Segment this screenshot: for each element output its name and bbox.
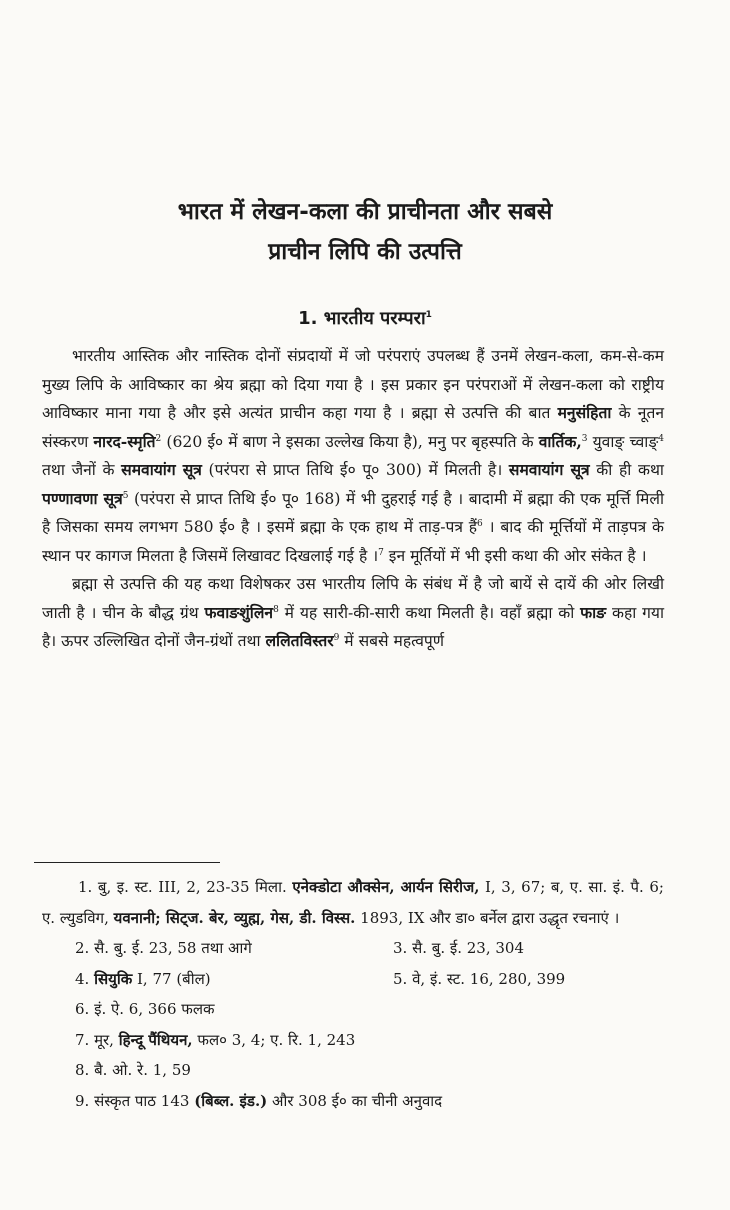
work-title: (बिब्ल. इंड.) — [194, 1091, 268, 1110]
footnote-ref: 1 — [425, 310, 432, 320]
footnote-row — [42, 964, 664, 995]
chapter-title-line-1: भारत में लेखन-कला की प्राचीनता और सबसे — [177, 199, 553, 225]
text-run: 1893, IX और डा० बर्नेल द्वारा उद्धृत रचनाएं । — [355, 908, 620, 927]
text-run: । बाद की मूर्त्तियों में ताड़पत्र के स्थान पर कागज मिलता है जिसमें लिखावट दिखलाई गई है । — [42, 518, 664, 565]
footnote-ref: 9 — [333, 632, 340, 643]
section-title: भारतीय परम्परा — [323, 308, 426, 329]
text-run: (परंपरा से प्राप्त तिथि ई० पू० 300) में मिलती है। — [201, 461, 509, 479]
footnote-row — [42, 933, 664, 964]
work-title: समवायांग सूत्र — [508, 460, 590, 479]
text-run: I, 3, 67; ब, ए. सा. इं. पै. 6; ए. ल्युडविग, — [42, 878, 664, 927]
footnote-ref: 8 — [273, 604, 279, 615]
work-title: मनुसंहिता — [557, 403, 612, 422]
text-run: की ही कथा — [589, 461, 664, 479]
text-run: कहा गया है। ऊपर उल्लिखित दोनों जैन-ग्रंथों तथा — [42, 603, 664, 650]
footnote-ref: 4 — [658, 433, 665, 444]
footnotes — [42, 872, 664, 1116]
footnote-ref: 7 — [378, 547, 384, 558]
text-run: फल० 3, 4; ए. रि. 1, 243 — [192, 1030, 356, 1049]
text-run: भारतीय आस्तिक और नास्तिक दोनों संप्रदायों में जो परंपराएं उपलब्ध हैं उनमें लेखन-कला, कम-से-कम मुख्य लिपि के आविष्कार का श्रेय ब्रह्मा को दिया गया है । इस प्रकार इन परंपराओं में लेखन-कला को राष्ट्रीय आविष्कार माना गया है और इसे अत्यंत प्राचीन कहा गया है । ब्रह्मा से उत्पत्ति की बात — [42, 347, 664, 422]
footnote-2: 2. सै. बु. ई. 23, 58 तथा आगे — [75, 939, 252, 957]
footnote-6: 6. इं. ऐ. 6, 366 फलक — [75, 1000, 215, 1018]
body-text — [42, 342, 664, 656]
chapter-title-line-2: प्राचीन लिपि की उत्पत्ति — [268, 239, 462, 265]
footnote-8: 8. बै. ओ. रे. 1, 59 — [75, 1061, 191, 1079]
work-title: समवायांग सूत्र — [121, 460, 202, 479]
footnote-3: 3. सै. बु. ई. 23, 304 — [393, 939, 525, 957]
work-title: वार्तिक, — [538, 431, 582, 451]
work-title: सियुकि — [94, 969, 133, 988]
footnote-divider — [34, 862, 220, 863]
text-run: 1. बु, इ. स्ट. III, 2, 23-35 मिला. — [78, 878, 293, 896]
work-title: नारद-स्मृति — [93, 431, 156, 451]
section-number: 1. — [298, 308, 318, 329]
text-run: 4. — [75, 969, 95, 988]
text-run: में सबसे महत्वपूर्ण — [339, 632, 445, 650]
work-title: हिन्दू पैंथियन, — [118, 1030, 193, 1049]
text-run: और 308 ई० का चीनी अनुवाद — [267, 1091, 443, 1110]
paragraph-2 — [42, 570, 664, 656]
footnote-7 — [42, 1025, 664, 1056]
text-run: युवाङ् च्वाङ् — [587, 432, 659, 451]
footnote-1 — [42, 872, 664, 933]
text-run: इन मूर्तियों में भी इसी कथा की ओर संकेत है । — [383, 546, 647, 565]
text-run: (परंपरा से प्राप्त तिथि ई० पू० 168) में भी दुहराई गई है । बादामी में ब्रह्मा की एक मूर्त्ति मिली है जिसका समय लगभग 580 ई० है । इसमें ब्रह्मा के एक हाथ में ताड़-पत्र हैं — [42, 489, 664, 536]
work-title: फवाङशुंलिन — [204, 602, 274, 622]
work-title: एनेक्डोटा औक्सेन, आर्यन सिरीज, — [292, 878, 480, 896]
footnote-ref: 3 — [581, 433, 588, 444]
footnote-ref: 6 — [477, 518, 483, 529]
text-run: I, 77 (बील) — [132, 969, 211, 988]
work-title: ललितविस्तर — [265, 631, 334, 650]
footnote-5: 5. वे, इं. स्ट. 16, 280, 399 — [393, 969, 566, 988]
chapter-title — [40, 192, 690, 272]
footnote-4 — [75, 964, 393, 995]
text-run: 9. संस्कृत पाठ 143 — [75, 1091, 195, 1110]
text-run: तथा जैनों के — [42, 461, 122, 479]
work-title: पण्णावणा सूत्र — [42, 488, 123, 508]
paragraph-1 — [42, 342, 664, 570]
text-run: के नूतन संस्करण — [42, 404, 664, 451]
text-run: में यह सारी-की-सारी कथा मिलती है। वहाँ ब्रह्मा को — [278, 603, 581, 622]
work-title: यवनानी; सिट्ज. बेर, व्युह्म, गेस, डी. विस्स. — [113, 908, 356, 927]
footnote-ref: 2 — [155, 433, 162, 444]
text-run: (620 ई० में बाण ने इसका उल्लेख किया है), मनु पर बृहस्पति के — [161, 432, 539, 451]
footnote-ref: 5 — [122, 490, 129, 501]
section-heading — [40, 306, 690, 330]
term: फाङ — [580, 602, 607, 622]
footnote-9 — [42, 1086, 664, 1117]
text-run: 7. मूर, — [75, 1030, 119, 1049]
text-run: ब्रह्मा से उत्पत्ति की यह कथा विशेषकर उस भारतीय लिपि के संबंध में है जो बायें से दायें की ओर लिखी जाती है । चीन के बौद्ध ग्रंथ — [42, 575, 664, 622]
